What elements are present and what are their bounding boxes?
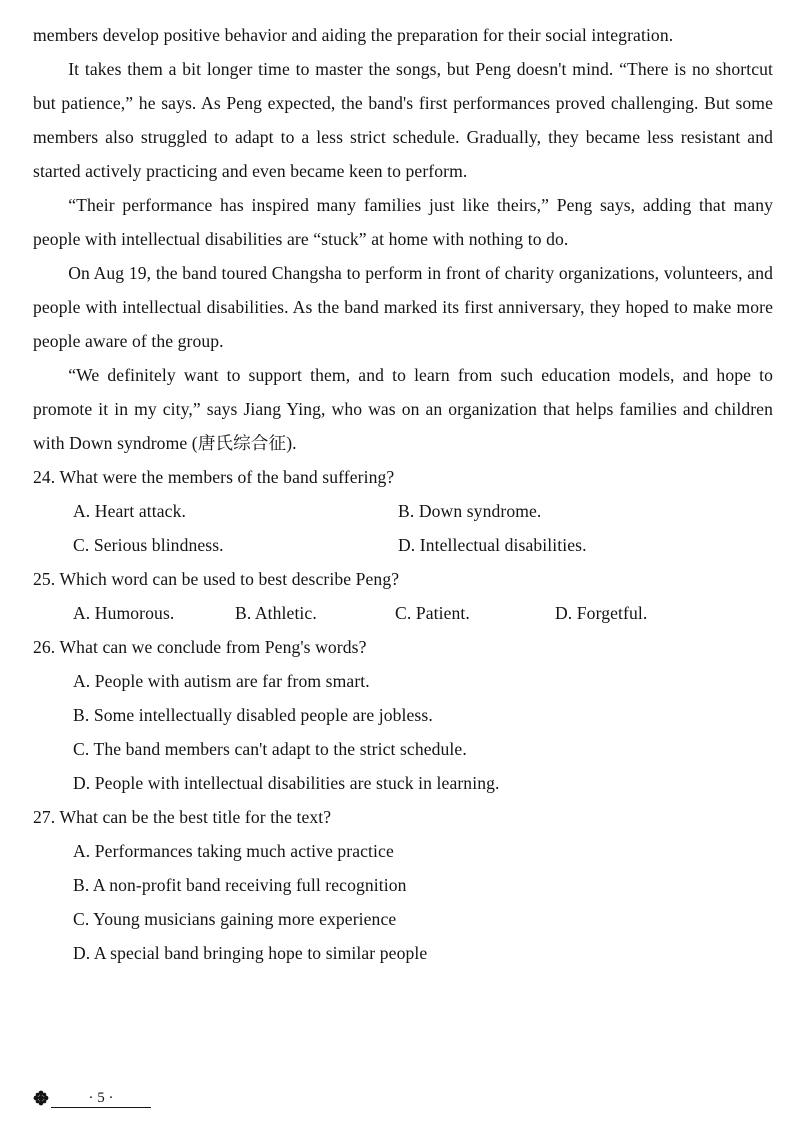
passage-paragraph: It takes them a bit longer time to master the songs, but Peng doesn't mind. “There is no shortcut but patience,” he says. As Peng expected, the band's first performances proved challenging. But some members also struggled to adapt to a less strict schedule. Gradually, they became less resistant and started actively practicing and even became keen to perform. (33, 59, 773, 181)
question-24 (33, 460, 773, 562)
passage-paragraph: On Aug 19, the band toured Changsha to perform in front of charity organizations, volunteers, and people with intellectual disabilities. As the band marked its first anniversary, they hoped to make more people aware of the group. (33, 263, 773, 351)
option-b: B. Down syndrome. (398, 501, 542, 521)
page-footer (33, 1083, 151, 1113)
question-stem: 27. What can be the best title for the text? (33, 807, 332, 827)
option-d: D. Intellectual disabilities. (398, 535, 587, 555)
option-d: D. A special band bringing hope to similar people (73, 943, 428, 963)
option-a: A. Heart attack. (73, 501, 186, 521)
options-list (33, 664, 773, 800)
exam-page (33, 18, 773, 970)
question-stem: 26. What can we conclude from Peng's words? (33, 637, 367, 657)
option-d: D. Forgetful. (555, 603, 648, 623)
option-d: D. People with intellectual disabilities are stuck in learning. (73, 773, 500, 793)
question-stem: 24. What were the members of the band suffering? (33, 467, 395, 487)
option-c: C. Patient. (395, 603, 470, 623)
passage-paragraph: “Their performance has inspired many families just like theirs,” Peng says, adding that many people with intellectual disabilities are “stuck” at home with nothing to do. (33, 195, 773, 249)
question-25 (33, 562, 773, 630)
passage-paragraph: members develop positive behavior and aiding the preparation for their social integration. (33, 25, 674, 45)
flower-icon (33, 1090, 49, 1106)
page-number: · 5 · (51, 1089, 151, 1108)
passage-paragraph: “We definitely want to support them, and to learn from such education models, and hope to promote it in my city,” says Jiang Ying, who was on an organization that helps families and children with Down syndrome (唐氏综合征). (33, 365, 773, 453)
option-a: A. Performances taking much active practice (73, 841, 394, 861)
options-list (33, 596, 773, 630)
option-b: B. Athletic. (235, 603, 317, 623)
option-c: C. Young musicians gaining more experience (73, 909, 397, 929)
options-list (33, 834, 773, 970)
question-27 (33, 800, 773, 970)
option-c: C. Serious blindness. (73, 535, 224, 555)
option-a: A. People with autism are far from smart. (73, 671, 370, 691)
option-a: A. Humorous. (73, 603, 175, 623)
question-stem: 25. Which word can be used to best describe Peng? (33, 569, 400, 589)
question-26 (33, 630, 773, 800)
option-c: C. The band members can't adapt to the strict schedule. (73, 739, 467, 759)
options-list (33, 494, 773, 562)
option-b: B. Some intellectually disabled people are jobless. (73, 705, 433, 725)
option-b: B. A non-profit band receiving full recognition (73, 875, 407, 895)
